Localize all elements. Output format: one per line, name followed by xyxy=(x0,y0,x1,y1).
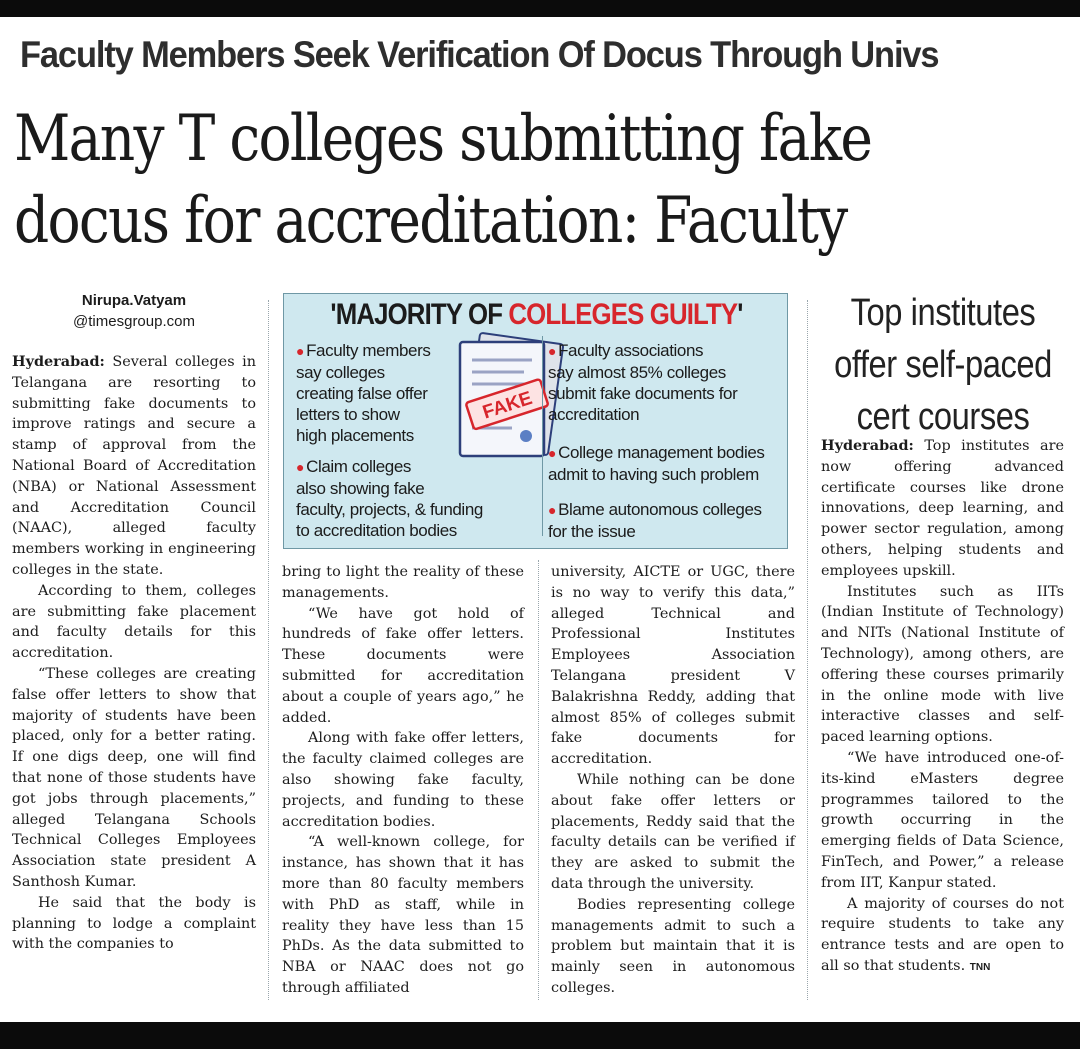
dateline: Hyderabad: xyxy=(12,353,105,370)
article-paragraph: A majority of courses do not require students to take any entrance tests and are open to all so that students. TNN xyxy=(821,895,1064,974)
highlight-bullet: ● Blame autonomous colleges for the issue xyxy=(548,500,762,541)
article-paragraph: Institutes such as IITs (Indian Institute of Technology) and NITs (National Institute of Technology), among others, are offering these courses primarily in the online mode with live interactive classes and self-paced learning options. xyxy=(821,583,1064,746)
sidebar-story-title: Top institutes offer self-paced cert courses xyxy=(834,292,1052,438)
top-border xyxy=(0,0,1080,17)
column-divider xyxy=(538,560,539,1000)
article-column-3 xyxy=(551,562,795,999)
article-paragraph: “We have introduced one-of-its-kind eMasters degree programmes tailored to the growth occurring in the emerging fields of Data Science, FinTech, and Power,” a release from IIT, Kanpur stated. xyxy=(821,749,1064,891)
article-column-2 xyxy=(282,562,524,999)
fake-stamp-label: FAKE xyxy=(480,387,535,424)
main-headline xyxy=(14,98,1074,262)
news-agency-credit: TNN xyxy=(969,961,991,973)
highlights-title: 'MAJORITY OF COLLEGES GUILTY' xyxy=(330,298,743,331)
byline-handle: @timesgroup.com xyxy=(73,313,195,330)
headline-line-1: Many T colleges submitting fake xyxy=(14,102,872,176)
article-paragraph: Bodies representing college managements admit to such a problem but maintain that it is mainly seen in autonomous colleges. xyxy=(551,896,795,996)
column-divider xyxy=(268,300,269,1000)
article-column-1 xyxy=(12,352,256,955)
article-paragraph: Hyderabad: Top institutes are now offering advanced certificate courses like drone innovations, deep learning, and power sector regulation, among others, helping students and employees upskill. xyxy=(821,437,1064,579)
article-paragraph: “A well-known college, for instance, has shown that it has more than 80 faculty members with PhD as staff, while in reality they have less than 15 PhDs. As the data submitted to NBA or NAAC does not go through affiliated xyxy=(282,834,524,996)
article-paragraph: While nothing can be done about fake offer letters or placements, Reddy said that the faculty details can be verified if they are asked to submit the data through the university. xyxy=(551,771,795,892)
kicker-headline: Faculty Members Seek Verification Of Docus Through Univs xyxy=(20,34,939,75)
article-paragraph: Hyderabad: Several colleges in Telangana are resorting to submitting fake documents to improve ratings and secure a stamp of approval from the National Board of Accreditation (NBA) or National Assessment and Accreditation Council (NAAC), alleged faculty members working in engineering colleges in the state. xyxy=(12,353,256,578)
highlight-bullet: ● Faculty members say colleges creating false offer letters to show high placements xyxy=(296,341,431,445)
highlight-bullet: ● Claim colleges also showing fake faculty, projects, & funding to accreditation bodies xyxy=(296,457,483,540)
article-paragraph: “These colleges are creating false offer letters to show that majority of students have been placed, only for a better rating. If one digs deep, one will find that none of those students have got jobs through placements,” alleged Telangana Schools Technical Colleges Employees Association state president A Santhosh Kumar. xyxy=(12,665,256,890)
article-paragraph: university, AICTE or UGC, there is no way to verify this data,” alleged Technical and Professional Institutes Employees Association Telangana president V Balakrishna Reddy, adding that almost 85% of colleges submit fake documents for accreditation. xyxy=(551,564,795,768)
article-paragraph: bring to light the reality of these managements. xyxy=(282,564,524,601)
sidebar-story-body xyxy=(821,436,1064,979)
byline xyxy=(14,290,254,332)
headline-line-2: docus for accreditation: Faculty xyxy=(14,184,847,258)
article-paragraph: “We have got hold of hundreds of fake offer letters. These documents were submitted for accreditation about a couple of years ago,” he added. xyxy=(282,605,524,726)
fake-document-illustration xyxy=(446,332,564,468)
article-paragraph: He said that the body is planning to lodge a complaint with the companies to xyxy=(12,894,256,953)
byline-name: Nirupa.Vatyam xyxy=(81,292,187,309)
bottom-border xyxy=(0,1022,1080,1049)
highlights-box xyxy=(283,293,788,549)
dateline: Hyderabad: xyxy=(821,437,914,454)
article-paragraph: According to them, colleges are submitting fake placement and faculty details for this accreditation. xyxy=(12,582,256,662)
highlight-bullet: ● Faculty associations say almost 85% colleges submit fake documents for accreditation xyxy=(548,341,738,424)
highlights-divider xyxy=(542,336,543,536)
article-paragraph: Along with fake offer letters, the faculty claimed colleges are also showing fake faculty, projects, and funding to these accreditation bodies. xyxy=(282,730,524,830)
highlight-bullet: ● College management bodies admit to having such problem xyxy=(548,443,765,484)
